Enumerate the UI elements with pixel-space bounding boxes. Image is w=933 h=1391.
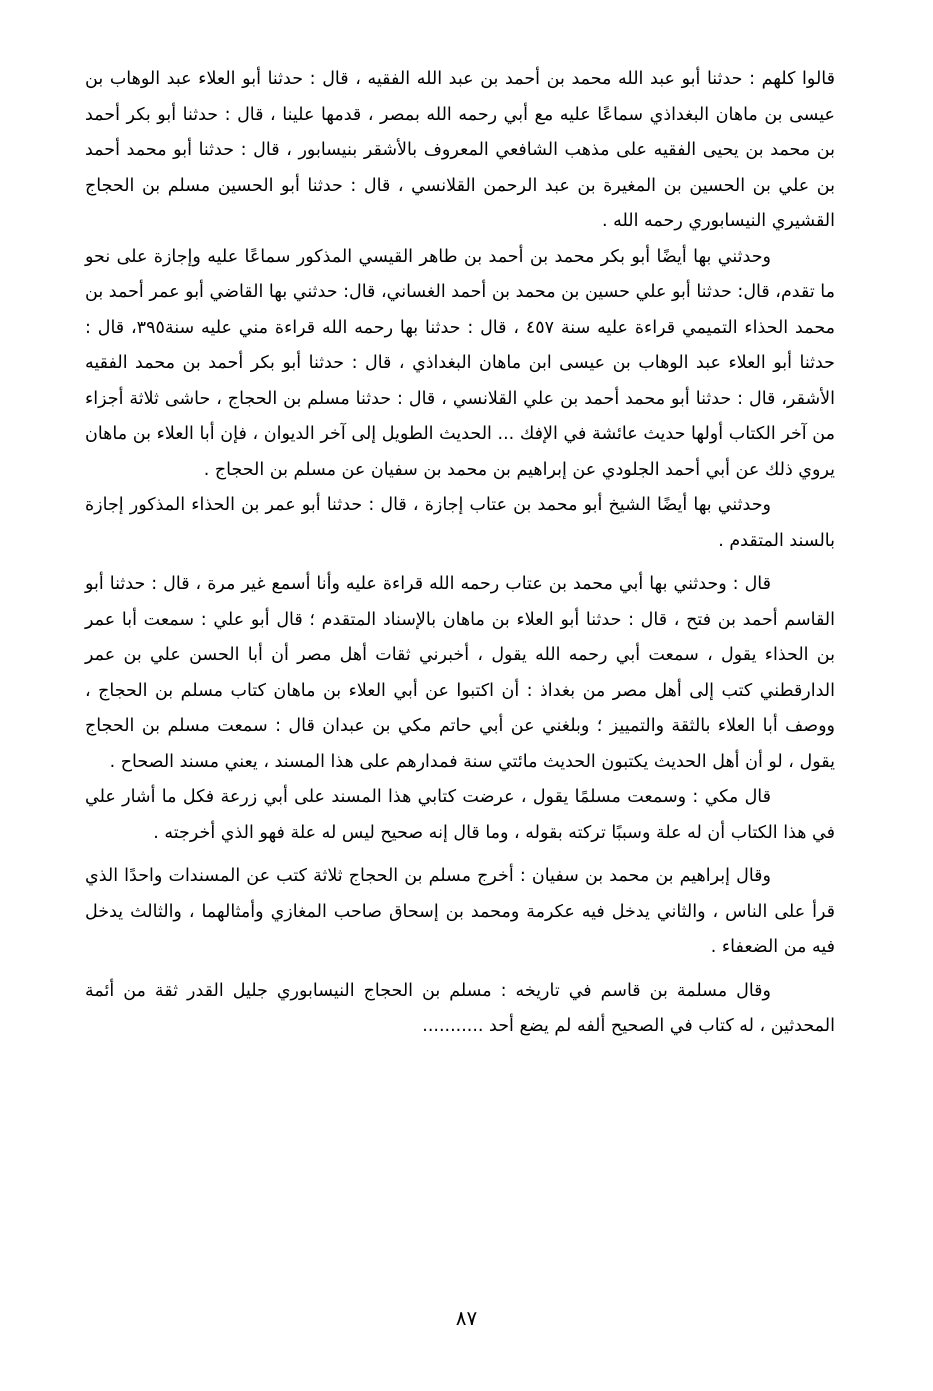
paragraph-darqutni-letter: قال : وحدثني بها أبي محمد بن عتاب رحمه الله قراءة عليه وأنا أسمع غير مرة ، قال : حدثنا أبو القاسم أحمد بن فتح ، قال : حدثنا أبو العلاء بن ماهان بالإسناد المتقدم ؛ قال أبو علي : سمعت أبا عمر بن الحذاء يقول ، سمعت أبي رحمه الله يقول ، أخبرني ثقات أهل مصر أن أبا الحسن علي بن عمر الدارقطني كتب إلى أهل مصر من بغداذ : أن اكتبوا عن أبي العلاء بن ماهان كتاب مسلم بن الحجاج ، ووصف أبا العلاء بالثقة والتمييز ؛ وبلغني عن أبي حاتم مكي بن عبدان قال : سمعت مسلم بن الحجاج يقول ، لو أن أهل الحديث يكتبون الحديث مائتي سنة فمدارهم على هذا المسند ، يعني مسند الصحاح . [85,574,835,772]
paragraph-makki-abu-zura: قال مكي : وسمعت مسلمًا يقول ، عرضت كتابي هذا المسند على أبي زرعة فكل ما أشار علي في هذا الكتاب أن له علة وسببًا تركته بقوله ، وما قال إنه صحيح ليس له علة فهو الذي أخرجته . [85,787,835,843]
page-number: ٨٧ [455,1306,478,1330]
paragraph-chain-qaysi: وحدثني بها أيضًا أبو بكر محمد بن أحمد بن طاهر القيسي المذكور سماعًا عليه وإجازة على نحو ما تقدم، قال: حدثنا أبو علي حسين بن محمد بن أحمد الغساني، قال: حدثني بها القاضي أبو عمر أحمد بن محمد الحذاء التميمي قراءة عليه سنة ٤٥٧ ، قال : حدثنا بها رحمه الله قراءة مني عليه سنة٣٩٥، قال : حدثنا أبو العلاء عبد الوهاب بن عيسى ابن ماهان البغداذي ، قال : حدثنا أبو بكر أحمد بن محمد الفقيه الأشقر، قال : حدثنا أبو محمد أحمد بن علي القلانسي ، قال : حدثنا مسلم بن الحجاج ، حاشى ثلاثة أجزاء من آخر الكتاب أولها حديث عائشة في الإفك ... الحديث الطويل إلى آخر الديوان ، فإن أبا العلاء بن ماهان يروي ذلك عن أبي أحمد الجلودي عن إبراهيم بن محمد بن سفيان عن مسلم بن الحجاج . [85,246,835,480]
page-body [85,62,835,1045]
paragraph-ibrahim-ibn-sufyan: وقال إبراهيم بن محمد بن سفيان : أخرج مسلم بن الحجاج ثلاثة كتب عن المسندات واحدًا الذي قرأ على الناس ، والثاني يدخل فيه عكرمة ومحمد بن إسحاق صاحب المغازي وأمثالهما ، والثالث يدخل فيه من الضعفاء . [85,866,835,957]
paragraph-chain-ibn-attab: وحدثني بها أيضًا الشيخ أبو محمد بن عتاب إجازة ، قال : حدثنا أبو عمر بن الحذاء المذكور إجازة بالسند المتقدم . [85,495,835,551]
paragraph-maslama-ibn-qasim: وقال مسلمة بن قاسم في تاريخه : مسلم بن الحجاج النيسابوري جليل القدر ثقة من أئمة المحدثين ، له كتاب في الصحيح ألفه لم يضع أحد ........... [85,980,835,1036]
paragraph-chain-intro: قالوا كلهم : حدثنا أبو عبد الله محمد بن أحمد بن عبد الله الفقيه ، قال : حدثنا أبو العلاء عبد الوهاب بن عيسى بن ماهان البغداذي سماعًا عليه مع أبي رحمه الله بمصر ، قدمها علينا ، قال : حدثنا أبو بكر أحمد بن محمد بن يحيى الفقيه على مذهب الشافعي المعروف بالأشقر بنيسابور ، قال : حدثنا أبو محمد أحمد بن علي بن الحسين بن المغيرة بن عبد الرحمن القلانسي ، قال : حدثنا أبو الحسين مسلم بن الحجاج القشيري النيسابوري رحمه الله . [85,69,835,231]
